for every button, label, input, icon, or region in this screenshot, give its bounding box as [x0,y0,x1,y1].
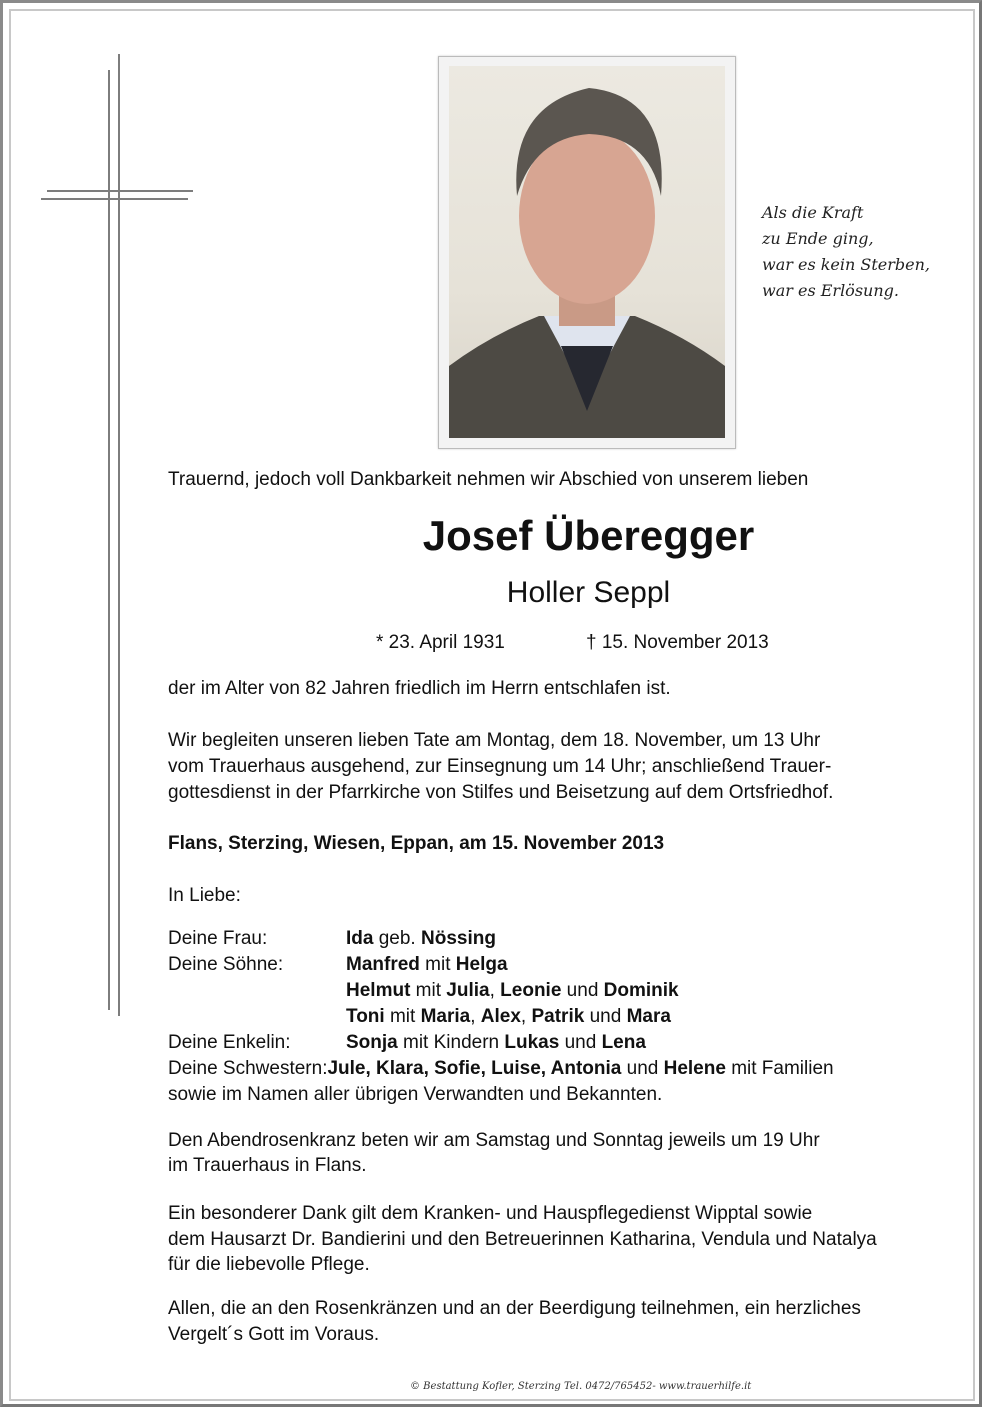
family-connector: , [470,1006,481,1027]
closing-line: Vergelt´s Gott im Voraus. [168,1324,380,1345]
birth-date: * 23. April 1931 [376,632,505,653]
deceased-nickname: Holler Seppl [506,576,671,609]
family-connector: und [561,980,604,1001]
family-member-name: Helga [455,954,508,975]
family-connector: mit [419,954,456,975]
family-label: Deine Söhne: [168,954,284,975]
poem-line: Als die Kraft [762,203,864,222]
family-member-name: Nössing [421,928,496,949]
place-date: Flans, Sterzing, Wiesen, Eppan, am 15. November 2013 [168,833,665,854]
portrait-photo [449,66,725,438]
family-member-name: Lena [601,1032,646,1053]
rosary-line: Den Abendrosenkranz beten wir am Samstag und Sonntag jeweils um 19 Uhr [168,1130,820,1151]
portrait-frame [438,56,736,449]
death-date: † 15. November 2013 [586,632,769,653]
footer-credit: © Bestattung Kofler, Sterzing Tel. 0472/765452- www.trauerhilfe.it [410,1381,752,1392]
family-connector: mit [410,980,447,1001]
funeral-line: gottesdienst in der Pfarrkirche von Stilfes und Beisetzung auf dem Ortsfriedhof. [168,782,834,803]
poem-line: zu Ende ging, [762,229,874,248]
in-love-label: In Liebe: [168,885,241,906]
intro-text: Trauernd, jedoch voll Dankbarkeit nehmen wir Abschied von unserem lieben [168,469,809,490]
family-member-name: Lukas [504,1032,560,1053]
poem-line: war es Erlösung. [762,281,899,300]
family-member-name: Leonie [500,980,562,1001]
family-member-name: Helmut [346,980,411,1001]
thanks-line: Ein besonderer Dank gilt dem Kranken- und Hauspflegedienst Wipptal sowie [168,1203,813,1224]
relatives-text: sowie im Namen aller übrigen Verwandten und Bekannten. [168,1084,663,1105]
family-member-name: Alex [480,1006,521,1027]
family-member-name: Sonja [346,1032,398,1053]
family-member-name: Ida [346,928,374,949]
funeral-line: vom Trauerhaus ausgehend, zur Einsegnung um 14 Uhr; anschließend Trauer- [168,756,832,777]
family-member-name: Julia [446,980,490,1001]
family-member-name: Dominik [603,980,679,1001]
family-connector: und [584,1006,627,1027]
thanks-line: für die liebevolle Pflege. [168,1254,370,1275]
family-connector: geb. [373,928,421,949]
age-text: der im Alter von 82 Jahren friedlich im Herrn entschlafen ist. [168,678,671,699]
thanks-line: dem Hausarzt Dr. Bandierini und den Betreuerinnen Katharina, Vendula und Natalya [168,1229,877,1250]
family-row [168,1004,671,1030]
family-row [168,1030,646,1056]
family-member-name: Jule, Klara, Sofie, Luise, Antonia [327,1058,622,1079]
family-row [168,952,508,978]
family-row [168,978,679,1004]
family-label: Deine Enkelin: [168,1032,291,1053]
family-connector: und [559,1032,602,1053]
family-connector: , [489,980,501,1001]
family-member-name: Maria [420,1006,471,1027]
family-row [168,926,496,952]
family-connector: mit Kindern [397,1032,505,1053]
family-connector: mit [384,1006,421,1027]
family-member-name: Toni [346,1006,385,1027]
family-label: Deine Frau: [168,928,268,949]
family-connector: und [621,1058,664,1079]
family-connector: mit Familien [725,1058,834,1079]
family-label: Deine Schwestern: [168,1058,328,1079]
closing-line: Allen, die an den Rosenkränzen und an der Beerdigung teilnehmen, ein herzliches [168,1298,861,1319]
family-row [168,1056,834,1082]
rosary-line: im Trauerhaus in Flans. [168,1155,367,1176]
family-member-name: Mara [626,1006,671,1027]
poem [762,200,930,304]
poem-line: war es kein Sterben, [762,255,931,274]
family-member-name: Patrik [531,1006,585,1027]
family-member-name: Manfred [346,954,420,975]
funeral-line: Wir begleiten unseren lieben Tate am Montag, dem 18. November, um 13 Uhr [168,730,821,751]
family-member-name: Helene [663,1058,726,1079]
deceased-name: Josef Überegger [422,512,755,559]
family-connector: , [520,1006,532,1027]
